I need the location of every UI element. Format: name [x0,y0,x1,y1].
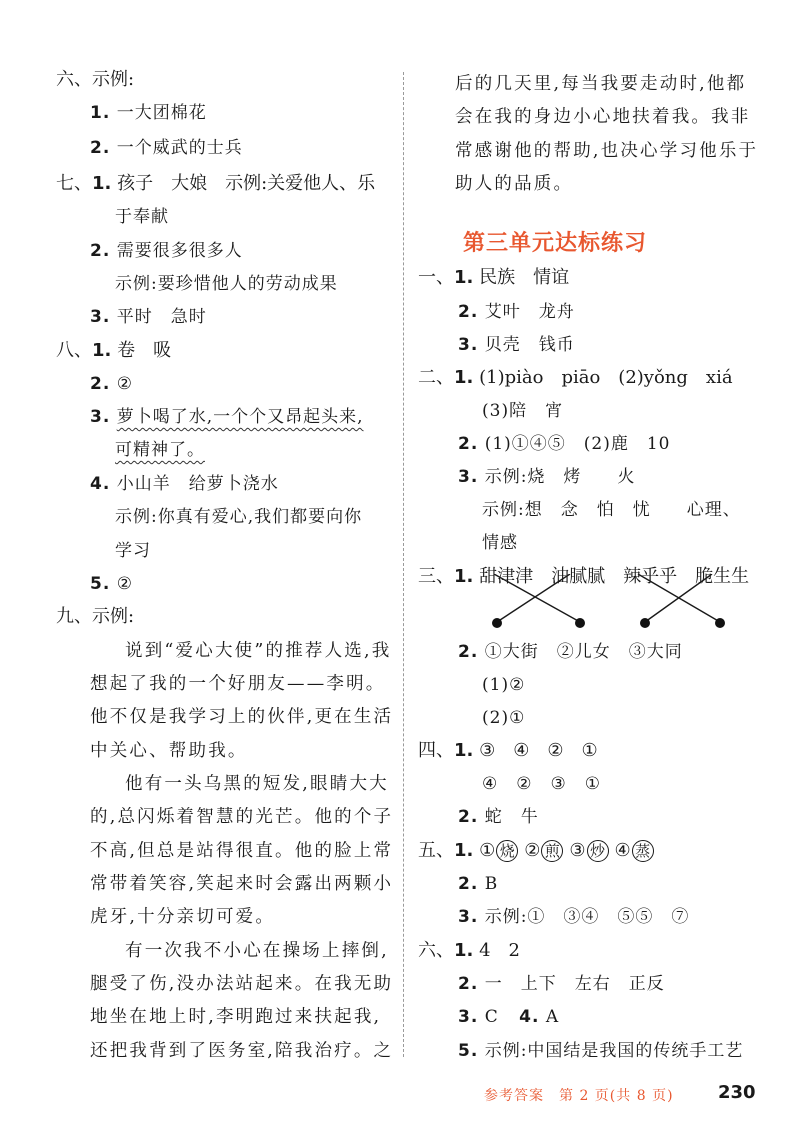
answer-item: 2. 一个威武的士兵 [90,138,243,158]
essay-line: 不高,但总是站得很直。他的脸上常 [90,841,394,861]
answer-item: 2. 艾叶 龙舟 [458,302,575,322]
section-6-heading [56,69,134,91]
answer-continuation: ④ ② ③ ① [482,774,601,794]
section-title: 示例: [92,69,135,90]
section-label: 六、 [418,940,454,961]
section-9-heading [56,606,134,628]
answer-continuation: (1)② [482,675,526,695]
answer-item: 5. 示例:中国结是我国的传统手工艺 [458,1041,744,1061]
circled-character: 蒸 [632,840,654,862]
answer-item: 2. 需要很多很多人 [90,241,243,261]
answer-continuation: 学习 [115,541,151,561]
match-dot [715,618,725,628]
match-dot [492,618,502,628]
unit-section-4-item-1: 四、1. ③ ④ ② ① [418,740,598,761]
section-7-item-1: 七、1. 孩子 大娘 示例:关爱他人、乐 [56,173,376,194]
circled-character: 炒 [587,840,609,862]
column-divider [403,72,404,1057]
answer-item: 2. ② [90,374,133,394]
section-label: 七、 [56,173,92,194]
wavy-underlined-sentence: 萝卜喝了水,一个个又昂起头来, [116,407,364,427]
answer-item: 3. C 4. A [458,1007,560,1027]
essay-line: 常带着笑容,笑起来时会露出两颗小 [90,874,394,894]
essay-line: 会在我的身边小心地扶着我。我非 [455,107,751,127]
essay-line: 腿受了伤,没办法站起来。在我无助 [90,974,394,994]
section-label: 四、 [418,740,454,761]
essay-line: 后的几天里,每当我要走动时,他都 [455,74,747,94]
matching-lines-diagram [460,574,750,634]
essay-line: 虎牙,十分亲切可爱。 [90,907,276,927]
circled-character: 烧 [496,840,518,862]
unit-section-2-item-1: 二、1. (1)piào piāo (2)yǒng xiá [418,367,733,388]
section-label: 三、 [418,566,454,587]
unit-title: 第三单元达标练习 [463,231,648,256]
essay-line: 常感谢他的帮助,也决心学习他乐于 [455,141,759,161]
answer-example: 示例:你真有爱心,我们都要向你 [115,507,363,527]
answer-item: 2. 蛇 牛 [458,807,539,827]
match-dot [640,618,650,628]
answer-item: 2. (1)①④⑤ (2)鹿 10 [458,434,671,454]
essay-line: 的,总闪烁着智慧的光芒。他的个子 [90,807,394,827]
answer-continuation: (3)陪 宵 [482,401,564,421]
answer-item: 3. 贝壳 钱币 [458,335,575,355]
unit-section-1-item-1: 一、1. 民族 情谊 [418,267,570,288]
answer-item: 3. 平时 急时 [90,307,207,327]
section-label: 八、 [56,340,92,361]
page-number: 230 [718,1082,756,1103]
section-title: 示例: [92,606,135,627]
answer-item: 3. 萝卜喝了水,一个个又昂起头来, [90,407,364,427]
section-label: 二、 [418,367,454,388]
section-label: 六、 [56,69,92,90]
essay-line: 想起了我的一个好朋友——李明。 [90,674,386,694]
essay-line: 中关心、帮助我。 [90,741,248,761]
section-8-item-1: 八、1. 卷 吸 [56,340,172,361]
section-label: 九、 [56,606,92,627]
essay-line: 还把我背到了医务室,陪我治疗。之 [90,1041,394,1061]
essay-line: 他有一头乌黑的短发,眼睛大大 [125,774,389,794]
answer-continuation: 于奉献 [115,207,169,227]
answer-item: 2. ①大街 ②儿女 ③大同 [458,642,683,662]
answer-item: 2. B [458,874,499,894]
footer-label: 参考答案 第 2 页(共 8 页) [484,1088,674,1104]
answer-item: 3. 示例:① ③④ ⑤⑤ ⑦ [458,907,690,927]
wavy-underlined-sentence: 可精神了。 [115,440,205,460]
answer-continuation: 情感 [482,533,518,553]
answer-example: 示例:想 念 怕 忧 心理、 [482,500,741,520]
essay-line: 说到“爱心大使”的推荐人选,我 [125,641,392,661]
answer-continuation [115,439,205,461]
answer-item: 4. 小山羊 给萝卜浇水 [90,474,279,494]
essay-line: 有一次我不小心在操场上摔倒, [125,941,389,961]
answer-item: 5. ② [90,574,133,594]
unit-section-3-item-1: 三、1. 甜津津 油腻腻 辣乎乎 脆生生 [418,566,750,587]
unit-section-6-item-1: 六、1. 4 2 [418,940,521,961]
answer-item: 1. 一大团棉花 [90,103,207,123]
answer-item: 3. 示例:烧 烤 火 [458,467,636,487]
unit-section-5-item-1: 五、1. ① 烧 ② 煎 ③ 炒 ④ 蒸 [418,840,660,862]
circled-character: 煎 [541,840,563,862]
answer-item: 2. 一 上下 左右 正反 [458,974,665,994]
essay-line: 他不仅是我学习上的伙伴,更在生活 [90,707,394,727]
section-label: 五、 [418,840,454,861]
match-dot [575,618,585,628]
section-label: 一、 [418,267,454,288]
essay-line: 地坐在地上时,李明跑过来扶起我, [90,1007,382,1027]
answer-example: 示例:要珍惜他人的劳动成果 [115,274,338,294]
essay-line: 助人的品质。 [455,174,574,194]
answer-continuation: (2)① [482,708,526,728]
